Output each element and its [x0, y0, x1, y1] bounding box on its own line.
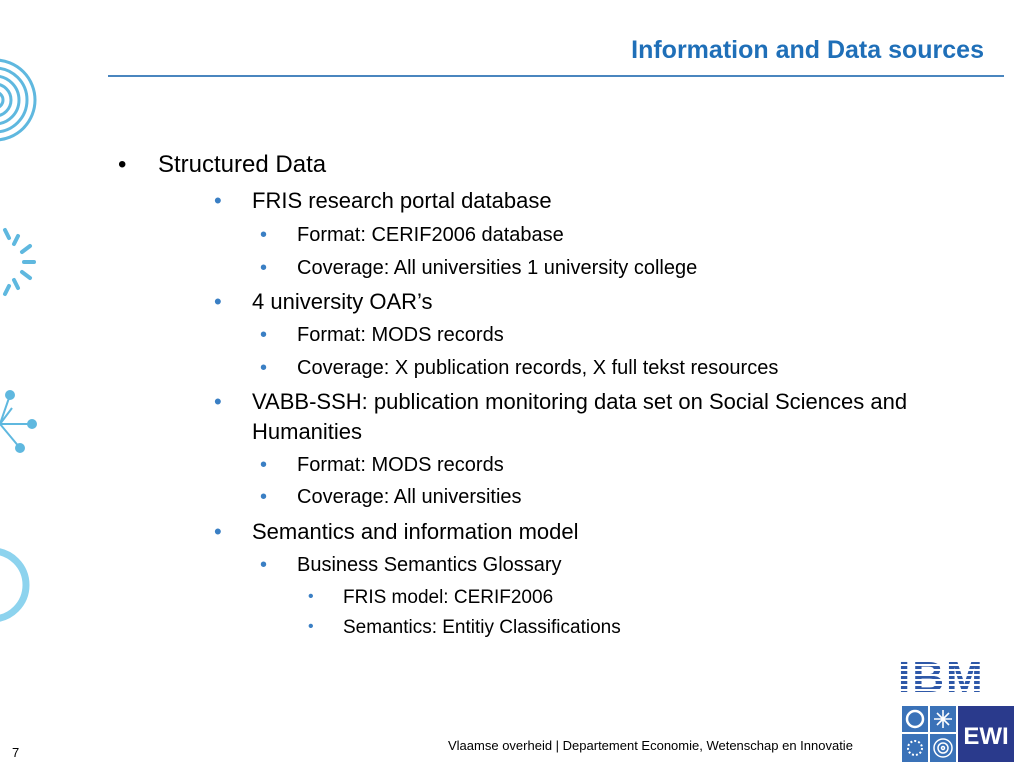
bullet-dot: • — [214, 289, 222, 314]
bullet-text: Coverage: All universities 1 university college — [297, 257, 698, 279]
bullet-dot: • — [260, 454, 268, 476]
bullet-text: FRIS research portal database — [252, 188, 552, 213]
bullet-text: Format: CERIF2006 database — [297, 224, 564, 246]
bullet-dot: • — [260, 257, 268, 279]
bullet-dot: • — [260, 324, 268, 346]
bullet-text: FRIS model: CERIF2006 — [343, 587, 554, 608]
concentric-circles-icon — [0, 60, 35, 140]
ewi-logo-text: EWI — [963, 723, 1009, 750]
bullet-text: Format: MODS records — [297, 324, 504, 346]
bullet-text: Format: MODS records — [297, 454, 504, 476]
bullet-text: Semantics and information model — [252, 519, 579, 544]
bullet-text: VABB-SSH: publication monitoring data set on Social Sciences and — [252, 389, 908, 414]
bullet-dot: • — [214, 519, 222, 544]
title-divider — [108, 75, 1004, 77]
bullet-dot: • — [260, 357, 268, 379]
ring-icon — [0, 551, 26, 619]
bullet-dot: • — [118, 151, 127, 178]
footer-text: Vlaamse overheid | Departement Economie, Wetenschap en Innovatie — [448, 738, 853, 753]
bullet-text: Coverage: X publication records, X full tekst resources — [297, 357, 779, 379]
bullet-text: Coverage: All universities — [297, 486, 522, 508]
page-number: 7 — [12, 745, 20, 760]
slide-title: Information and Data sources — [631, 36, 984, 64]
bullet-dot: • — [308, 588, 314, 605]
bullet-dot: • — [260, 224, 268, 246]
bullet-dot: • — [308, 618, 314, 635]
burst-icon — [5, 230, 34, 294]
bullet-text: Semantics: Entitiy Classifications — [343, 617, 621, 638]
network-icon — [0, 391, 36, 452]
bullet-dot: • — [214, 188, 222, 213]
ewi-logo — [902, 706, 1014, 764]
bullet-text: Structured Data — [158, 151, 327, 178]
bullet-dot: • — [260, 554, 268, 576]
bullet-text-continuation: Humanities — [252, 419, 363, 444]
bullet-dot: • — [214, 389, 222, 414]
ibm-logo: IBM — [898, 653, 985, 702]
decorative-graphics — [0, 50, 60, 650]
bullet-text: 4 university OAR’s — [252, 289, 433, 314]
bullet-dot: • — [260, 486, 268, 508]
bullet-text: Business Semantics Glossary — [297, 554, 562, 576]
